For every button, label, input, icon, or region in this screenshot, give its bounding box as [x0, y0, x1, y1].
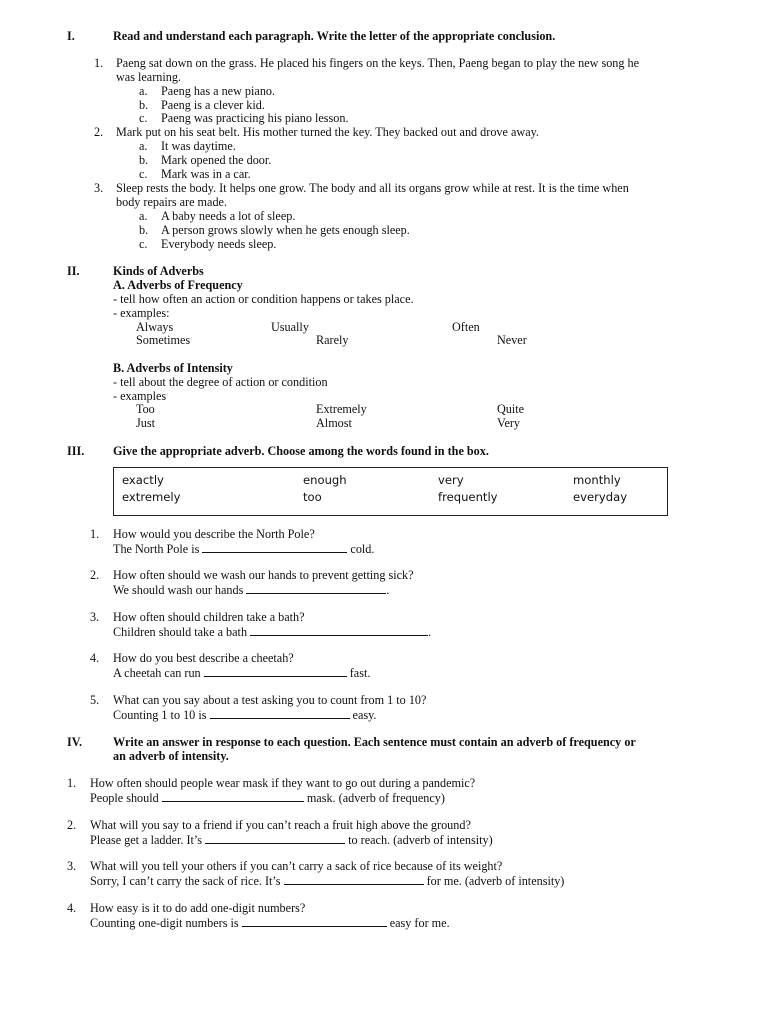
s3-item-4-number: 4.: [90, 651, 100, 665]
word-box-word: monthly: [573, 473, 621, 487]
s1-item-1-choice-c: Paeng was practicing his piano lesson.: [161, 111, 349, 125]
intensity-word: Quite: [497, 402, 525, 416]
answer-blank[interactable]: [242, 916, 387, 927]
answer-blank[interactable]: [210, 708, 350, 719]
s4-item-4-answer-line: [90, 916, 450, 931]
s1-item-3-choice-b-letter: b.: [139, 223, 149, 237]
s1-item-2-choice-a: It was daytime.: [161, 139, 236, 153]
s4-item-4-number: 4.: [67, 901, 77, 915]
section-1-numeral: I.: [67, 29, 75, 43]
s4-item-3-number: 3.: [67, 859, 77, 873]
s3-item-5-number: 5.: [90, 693, 100, 707]
frequency-word: Never: [497, 333, 527, 347]
answer-blank[interactable]: [250, 625, 428, 636]
s1-item-2-choice-c: Mark was in a car.: [161, 167, 251, 181]
s3-item-5-question: What can you say about a test asking you to count from 1 to 10?: [113, 693, 427, 707]
s3-item-3-answer-line: [113, 625, 431, 640]
answer-blank[interactable]: [246, 583, 386, 594]
intensity-word: Almost: [316, 416, 352, 430]
word-box-word: extremely: [122, 490, 181, 504]
s3-item-3-number: 3.: [90, 610, 100, 624]
s1-item-1-choice-b: Paeng is a clever kid.: [161, 98, 265, 112]
s1-item-3-choice-b: A person grows slowly when he gets enough sleep.: [161, 223, 410, 237]
s3-item-2-pre: We should wash our hands: [113, 583, 244, 597]
s1-item-3-choice-a-letter: a.: [139, 209, 148, 223]
s3-item-1-answer-line: [113, 542, 374, 557]
adverbs-frequency-title: A. Adverbs of Frequency: [113, 278, 243, 292]
s1-item-3-choice-c-letter: c.: [139, 237, 148, 251]
s3-item-2-question: How often should we wash our hands to prevent getting sick?: [113, 568, 414, 582]
s1-item-3-choice-a: A baby needs a lot of sleep.: [161, 209, 296, 223]
s4-item-1-pre: People should: [90, 791, 159, 805]
s3-item-4-pre: A cheetah can run: [113, 666, 201, 680]
adverbs-intensity-examples-label: - examples: [113, 389, 167, 403]
adverbs-intensity-description: - tell about the degree of action or condition: [113, 375, 328, 389]
s3-item-4-question: How do you best describe a cheetah?: [113, 651, 294, 665]
s3-item-3-post: .: [428, 625, 432, 639]
s3-item-1-number: 1.: [90, 527, 100, 541]
s3-item-4-answer-line: [113, 666, 370, 681]
section-3-heading: Give the appropriate adverb. Choose among the words found in the box.: [113, 444, 489, 458]
word-box-word: frequently: [438, 490, 498, 504]
answer-blank[interactable]: [205, 833, 345, 844]
s4-item-4-post: easy for me.: [389, 916, 450, 930]
word-box: [113, 467, 668, 516]
s4-item-3-answer-line: [90, 874, 564, 889]
s1-item-2-text: Mark put on his seat belt. His mother turned the key. They backed out and drove away.: [116, 125, 539, 139]
intensity-word: Just: [136, 416, 155, 430]
adverbs-frequency-description: - tell how often an action or condition happens or takes place.: [113, 292, 414, 306]
s4-item-4-pre: Counting one-digit numbers is: [90, 916, 239, 930]
intensity-word: Too: [136, 402, 155, 416]
section-3-numeral: III.: [67, 444, 85, 458]
s4-item-3-pre: Sorry, I can’t carry the sack of rice. It’s: [90, 874, 281, 888]
word-box-word: enough: [303, 473, 347, 487]
s1-item-2-choice-b-letter: b.: [139, 153, 149, 167]
section-4-numeral: IV.: [67, 735, 83, 749]
frequency-word: Sometimes: [136, 333, 191, 347]
s1-item-2-choice-b: Mark opened the door.: [161, 153, 272, 167]
s1-item-3-number: 3.: [94, 181, 104, 195]
s3-item-2-number: 2.: [90, 568, 100, 582]
s4-item-1-question: How often should people wear mask if they want to go out during a pandemic?: [90, 776, 476, 790]
answer-blank[interactable]: [204, 666, 347, 677]
section-4-heading: Write an answer in response to each question. Each sentence must contain an adverb of frequency or: [113, 735, 636, 749]
s4-item-4-question: How easy is it to do add one-digit numbers?: [90, 901, 306, 915]
s3-item-5-pre: Counting 1 to 10 is: [113, 708, 207, 722]
section-2-heading: Kinds of Adverbs: [113, 264, 204, 278]
s1-item-1-text-cont: was learning.: [116, 70, 181, 84]
s3-item-5-answer-line: [113, 708, 376, 723]
s1-item-2-choice-c-letter: c.: [139, 167, 148, 181]
adverbs-intensity-title: B. Adverbs of Intensity: [113, 361, 233, 375]
word-box-word: exactly: [122, 473, 164, 487]
s4-item-2-number: 2.: [67, 818, 77, 832]
s3-item-2-post: .: [386, 583, 390, 597]
s4-item-2-question: What will you say to a friend if you can’t reach a fruit high above the ground?: [90, 818, 471, 832]
adverbs-frequency-examples-label: - examples:: [113, 306, 170, 320]
answer-blank[interactable]: [202, 542, 347, 553]
s1-item-3-text: Sleep rests the body. It helps one grow. The body and all its organs grow while at rest. It is the time when: [116, 181, 629, 195]
s3-item-1-question: How would you describe the North Pole?: [113, 527, 315, 541]
s1-item-2-choice-a-letter: a.: [139, 139, 148, 153]
s4-item-1-answer-line: [90, 791, 445, 806]
word-box-word: too: [303, 490, 322, 504]
s1-item-3-text-cont: body repairs are made.: [116, 195, 227, 209]
s3-item-1-post: cold.: [350, 542, 375, 556]
s1-item-1-choice-a: Paeng has a new piano.: [161, 84, 276, 98]
s4-item-1-number: 1.: [67, 776, 77, 790]
s1-item-3-choice-c: Everybody needs sleep.: [161, 237, 277, 251]
intensity-word: Very: [497, 416, 521, 430]
s1-item-1-choice-b-letter: b.: [139, 98, 149, 112]
s4-item-2-pre: Please get a ladder. It’s: [90, 833, 203, 847]
frequency-word: Usually: [271, 320, 309, 334]
s1-item-1-choice-c-letter: c.: [139, 111, 148, 125]
s3-item-3-question: How often should children take a bath?: [113, 610, 305, 624]
s1-item-1-number: 1.: [94, 56, 104, 70]
s3-item-3-pre: Children should take a bath: [113, 625, 248, 639]
section-4-heading-cont: an adverb of intensity.: [113, 749, 229, 763]
s1-item-1-text: Paeng sat down on the grass. He placed his fingers on the keys. Then, Paeng began to play the new song he: [116, 56, 640, 70]
s4-item-3-question: What will you tell your others if you can’t carry a sack of rice because of its weight?: [90, 859, 503, 873]
intensity-word: Extremely: [316, 402, 367, 416]
s4-item-2-answer-line: [90, 833, 493, 848]
section-2-numeral: II.: [67, 264, 80, 278]
s1-item-1-choice-a-letter: a.: [139, 84, 148, 98]
section-1-heading: Read and understand each paragraph. Write the letter of the appropriate conclusion.: [113, 29, 556, 43]
answer-blank[interactable]: [162, 791, 304, 802]
s1-item-2-number: 2.: [94, 125, 104, 139]
s3-item-1-pre: The North Pole is: [113, 542, 200, 556]
word-box-word: everyday: [573, 490, 628, 504]
s3-item-4-post: fast.: [349, 666, 371, 680]
frequency-word: Often: [452, 320, 480, 334]
word-box-word: very: [438, 473, 464, 487]
s3-item-5-post: easy.: [352, 708, 377, 722]
answer-blank[interactable]: [284, 874, 424, 885]
s4-item-3-post: for me. (adverb of intensity): [426, 874, 565, 888]
s4-item-1-post: mask. (adverb of frequency): [306, 791, 445, 805]
frequency-word: Always: [136, 320, 174, 334]
s3-item-2-answer-line: [113, 583, 389, 598]
s4-item-2-post: to reach. (adverb of intensity): [348, 833, 493, 847]
frequency-word: Rarely: [316, 333, 349, 347]
